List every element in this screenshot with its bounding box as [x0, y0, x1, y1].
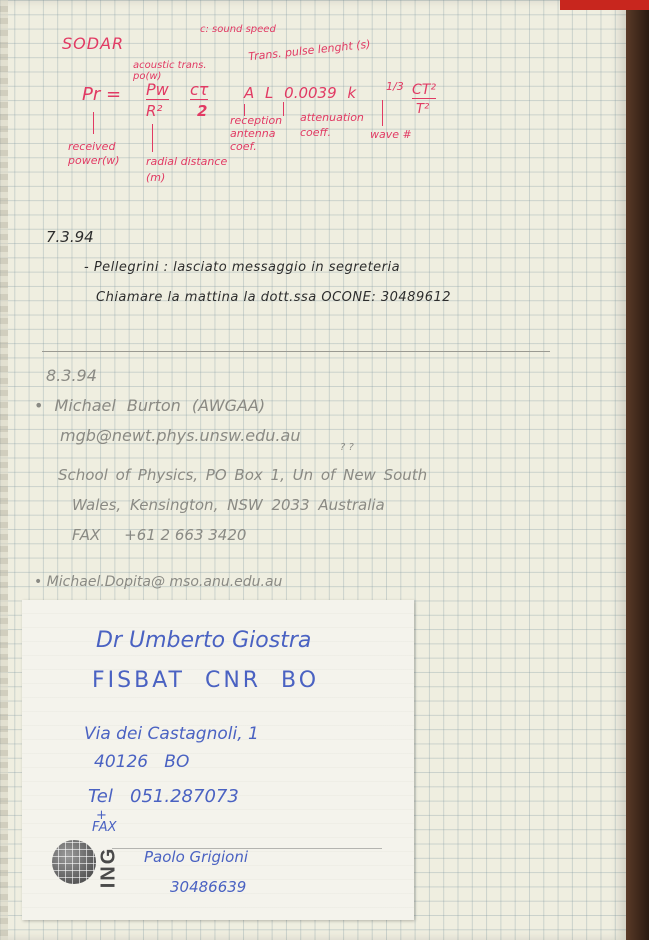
wave-number-note: wave #	[370, 128, 412, 141]
card-institution: FISBAT CNR BO	[92, 668, 320, 693]
radial-distance-pointer	[152, 124, 153, 152]
formula-terms: A L 0.0039 k	[244, 84, 357, 102]
card-contact: Paolo Grigioni	[144, 848, 249, 866]
entry2-name: • Michael Burton (AWGAA)	[34, 396, 266, 415]
business-card	[22, 600, 414, 920]
cover-red-edge	[560, 0, 649, 10]
card-phone: 30486639	[170, 878, 247, 896]
sound-speed-note: c: sound speed	[200, 24, 276, 35]
fraction1-denominator: R²	[146, 102, 163, 120]
pulse-length-note: Trans. pulse lenght (s)	[247, 37, 372, 64]
entry2-email2: • Michael.Dopita@ mso.anu.edu.au	[34, 574, 283, 590]
entry2-date: 8.3.94	[46, 366, 97, 385]
fraction2-numerator: cτ	[190, 80, 209, 99]
fraction3-numerator: CT²	[412, 82, 436, 98]
card-name: Dr Umberto Giostra	[96, 628, 312, 653]
received-power-note: received power(w)	[68, 140, 120, 167]
attenuation-note: attenuation coeff.	[300, 111, 364, 139]
card-street: Via dei Castagnoli, 1	[84, 724, 259, 744]
wave-number-pointer	[382, 100, 383, 126]
received-power-pointer	[93, 112, 94, 134]
entry1-line2: Chiamare la mattina la dott.ssa OCONE: 30489612	[96, 290, 452, 305]
binding-edge	[0, 0, 8, 940]
entry2-email: mgb@newt.phys.unsw.edu.au	[60, 426, 301, 445]
section-divider	[42, 351, 550, 352]
entry1-line1: - Pellegrini : lasciato messaggio in segreteria	[84, 260, 401, 275]
fraction3-denominator: T²	[416, 102, 430, 117]
card-tel: Tel 051.287073	[88, 786, 239, 807]
entry2-address2: Wales, Kensington, NSW 2033 Australia	[72, 496, 385, 514]
fraction2-denominator: 2	[197, 102, 208, 120]
card-fax-label: FAX	[92, 820, 117, 835]
entry2-fax: FAX +61 2 663 3420	[72, 526, 247, 544]
formula-lhs: Pr =	[82, 84, 122, 105]
card-plus: +	[96, 808, 107, 823]
entry2-email-note: ? ?	[340, 442, 354, 453]
entry1-date: 7.3.94	[46, 228, 94, 246]
acoustic-power-note: acoustic trans. po(w)	[133, 60, 207, 82]
formula-exponent: 1/3	[386, 80, 404, 93]
card-city: 40126 BO	[94, 752, 190, 772]
entry2-address1: School of Physics, PO Box 1, Un of New South	[58, 466, 428, 484]
reception-antenna-note: reception antenna coef.	[230, 114, 283, 153]
sodar-heading: SODAR	[62, 34, 125, 53]
radial-distance-note: radial distance (m)	[146, 155, 228, 184]
ing-logo: ING	[97, 846, 120, 889]
notebook-cover-edge	[626, 0, 649, 940]
fraction1-numerator: Pw	[146, 80, 169, 99]
globe-logo-icon	[52, 840, 96, 884]
